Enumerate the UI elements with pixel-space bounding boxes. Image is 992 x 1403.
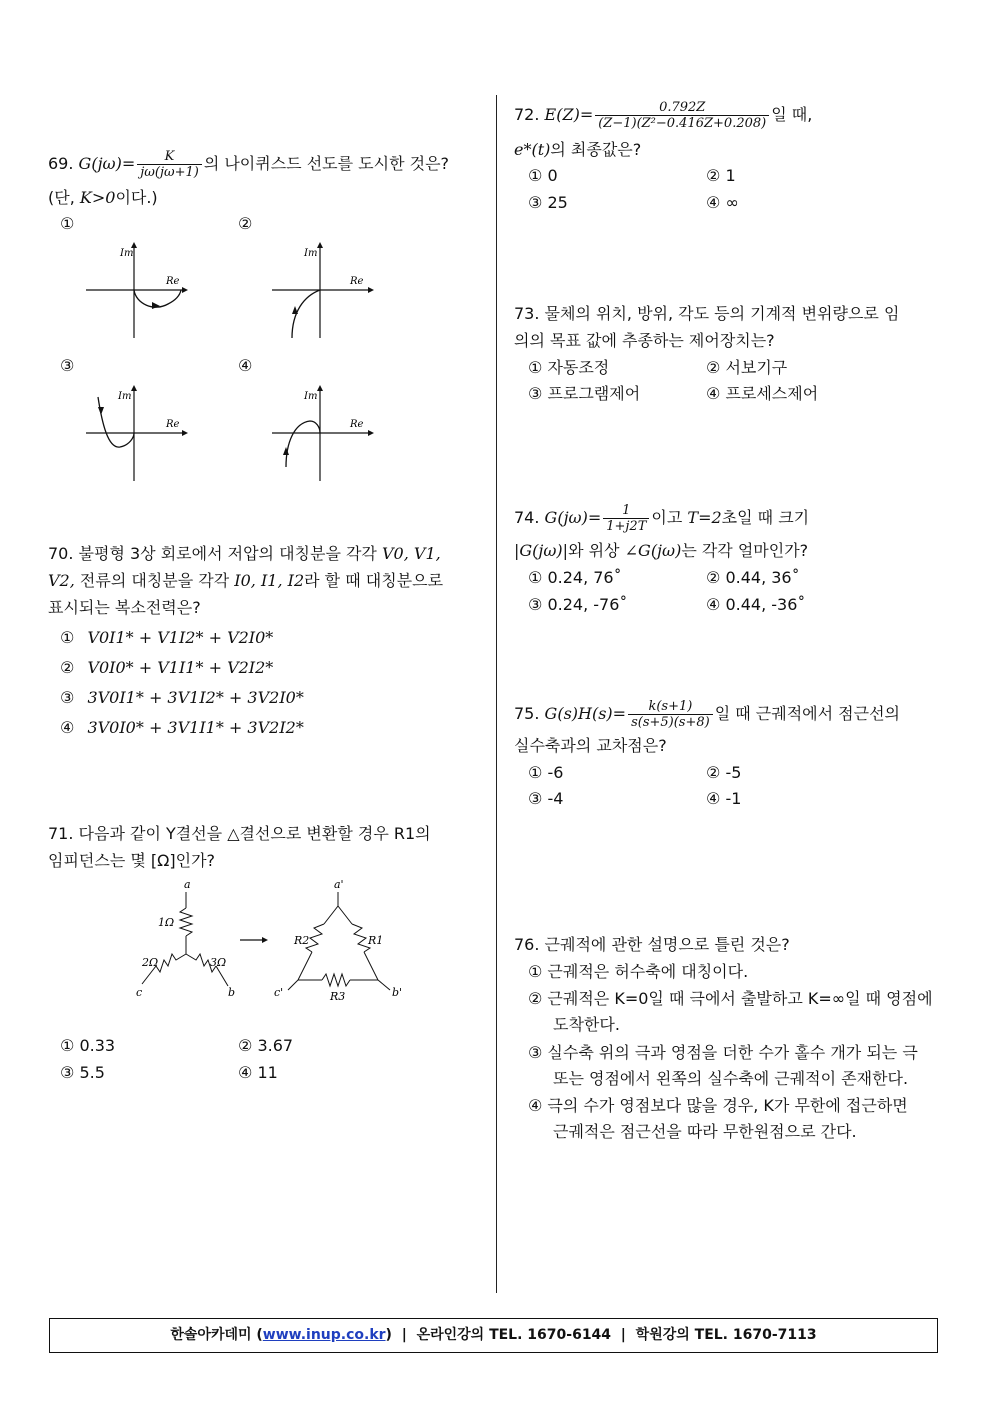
q69-nyquist-plot-1 <box>84 240 194 340</box>
q76-option-2-cont: 도착한다. <box>553 1015 620 1034</box>
q70-option-2[interactable]: ② V0I0* + V1I1* + V2I2* <box>60 658 274 677</box>
svg-text:b': b' <box>392 986 403 999</box>
q74-fraction: $\frac{1}{1+j2T}$ <box>603 503 649 534</box>
q72-stem: 72. E(Z)= $\frac{0.792Z}{\text{(Z−1)(Z²−0.416Z+0.208)}}$ 일 때, <box>514 100 813 131</box>
q72-option-3[interactable]: ③ 25 <box>528 193 568 212</box>
q71-option-1[interactable]: ① 0.33 <box>60 1036 116 1055</box>
q74-stem-line2: |G(jω)|와 위상 ∠G(jω)는 각각 얼마인가? <box>514 541 809 560</box>
footer-online-phone: 온라인강의 TEL. 1670-6144 <box>416 1327 612 1343</box>
q76-option-2[interactable]: ② 근궤적은 K=0일 때 극에서 출발하고 K=∞일 때 영점에 <box>528 989 933 1008</box>
footer-website-link[interactable]: www.inup.co.kr <box>262 1327 386 1343</box>
svg-text:c: c <box>136 986 143 999</box>
q72-option-2[interactable]: ② 1 <box>706 166 736 185</box>
footer-academy-phone: 학원강의 TEL. 1670-7113 <box>635 1327 817 1343</box>
footer-name: 한솔아카데미 ( <box>170 1327 263 1343</box>
q69-nyquist-plot-2 <box>270 240 380 340</box>
svg-text:a: a <box>184 878 191 891</box>
q73-option-1[interactable]: ① 자동조정 <box>528 358 610 377</box>
svg-text:R3: R3 <box>330 990 346 1003</box>
q70-option-3[interactable]: ③ 3V0I1* + 3V1I2* + 3V2I0* <box>60 688 304 707</box>
q75-stem-line2: 실수축과의 교차점은? <box>514 736 667 755</box>
q69-option-3-mark[interactable]: ③ <box>60 356 75 375</box>
footer-separator-1: | <box>401 1327 407 1343</box>
q72-option-1[interactable]: ① 0 <box>528 166 558 185</box>
column-divider <box>496 95 497 1293</box>
svg-text:1Ω: 1Ω <box>158 916 175 929</box>
q70-stem-line1: 70. 불평형 3상 회로에서 저압의 대칭분을 각각 V0, V1, <box>48 544 441 563</box>
q75-stem: 75. G(s)H(s)= $\frac{k(s+1)}{s(s+5)(s+8)}$ 일 때 근궤적에서 점근선의 <box>514 699 900 730</box>
q76-option-4[interactable]: ④ 극의 수가 영점보다 많을 경우, K가 무한에 접근하면 <box>528 1096 908 1115</box>
svg-text:2Ω: 2Ω <box>142 956 159 969</box>
plot4-axis-re: Re <box>350 419 364 430</box>
q69-condition: (단, K>0이다.) <box>48 188 158 207</box>
q76-stem: 76. 근궤적에 관한 설명으로 틀린 것은? <box>514 935 790 954</box>
plot4-axis-im: Im <box>304 391 318 402</box>
q69-option-4-mark[interactable]: ④ <box>238 356 253 375</box>
svg-text:R2: R2 <box>294 934 310 947</box>
svg-text:b: b <box>228 986 236 999</box>
q69-stem: 69. G(jω)= $\frac{K}{j\omega(j\omega+1)}$ 의 나이퀴스드 선도를 도시한 것은? <box>48 149 450 180</box>
q76-option-3[interactable]: ③ 실수축 위의 극과 영점을 더한 수가 홀수 개가 되는 극 <box>528 1043 918 1062</box>
q76-option-3-cont: 또는 영점에서 왼쪽의 실수축에 근궤적이 존재한다. <box>553 1069 909 1088</box>
svg-text:c': c' <box>274 986 284 999</box>
footer-separator-2: | <box>620 1327 626 1343</box>
svg-text:R1: R1 <box>368 934 384 947</box>
q76-option-4-cont: 근궤적은 점근선을 따라 무한원점으로 간다. <box>553 1122 857 1141</box>
q70-stem-line3: 표시되는 복소전력은? <box>48 598 201 617</box>
q73-option-4[interactable]: ④ 프로세스제어 <box>706 384 819 403</box>
q75-fraction: $\frac{k(s+1)}{s(s+5)(s+8)}$ <box>628 699 713 730</box>
q75-option-1[interactable]: ① -6 <box>528 763 564 782</box>
plot2-axis-im: Im <box>304 248 318 259</box>
q74-option-1[interactable]: ① 0.24, 76˚ <box>528 568 622 587</box>
q73-stem-line1: 73. 물체의 위치, 방위, 각도 등의 기계적 변위량으로 임 <box>514 304 900 323</box>
plot1-axis-im: Im <box>120 248 134 259</box>
q72-option-4[interactable]: ④ ∞ <box>706 193 739 212</box>
q70-option-1[interactable]: ① V0I1* + V1I2* + V2I0* <box>60 628 274 647</box>
footer-bar: 한솔아카데미 (www.inup.co.kr) | 온라인강의 TEL. 1670-6144 | 학원강의 TEL. 1670-7113 <box>49 1318 938 1353</box>
q70-option-4[interactable]: ④ 3V0I0* + 3V1I1* + 3V2I2* <box>60 718 304 737</box>
q70-stem-line2: V2, 전류의 대칭분을 각각 I0, I1, I2라 할 때 대칭분으로 <box>48 571 444 590</box>
q69-option-1-mark[interactable]: ① <box>60 214 75 233</box>
q74-option-3[interactable]: ③ 0.24, -76˚ <box>528 595 628 614</box>
q74-option-2[interactable]: ② 0.44, 36˚ <box>706 568 800 587</box>
q69-nyquist-plot-4 <box>270 383 380 483</box>
q74-option-4[interactable]: ④ 0.44, -36˚ <box>706 595 806 614</box>
q72-fraction: $\frac{0.792Z}{\text{(Z−1)(Z²−0.416Z+0.208)}}$ <box>595 100 769 131</box>
q71-stem-line2: 임피던스는 몇 [Ω]인가? <box>48 851 216 870</box>
q74-stem: 74. G(jω)= $\frac{1}{1+j2T}$ 이고 T=2초일 때 크기 <box>514 503 810 534</box>
q75-option-2[interactable]: ② -5 <box>706 763 742 782</box>
q75-option-4[interactable]: ④ -1 <box>706 789 742 808</box>
q72-stem-line2: e*(t)의 최종값은? <box>514 140 642 159</box>
q71-option-4[interactable]: ④ 11 <box>238 1063 278 1082</box>
q69-fraction: $\frac{K}{j\omega(j\omega+1)}$ <box>137 149 202 180</box>
svg-text:a': a' <box>334 878 344 891</box>
plot3-axis-im: Im <box>118 391 132 402</box>
q75-option-3[interactable]: ③ -4 <box>528 789 564 808</box>
q76-option-1[interactable]: ① 근궤적은 허수축에 대칭이다. <box>528 962 749 981</box>
q69-nyquist-plot-3 <box>84 383 194 483</box>
plot1-axis-re: Re <box>166 276 180 287</box>
plot2-axis-re: Re <box>350 276 364 287</box>
plot3-axis-re: Re <box>166 419 180 430</box>
q71-y-delta-circuit <box>128 876 418 1006</box>
q69-option-2-mark[interactable]: ② <box>238 214 253 233</box>
q73-option-2[interactable]: ② 서보기구 <box>706 358 788 377</box>
q73-option-3[interactable]: ③ 프로그램제어 <box>528 384 641 403</box>
svg-text:3Ω: 3Ω <box>210 956 227 969</box>
q73-stem-line2: 의의 목표 값에 추종하는 제어장치는? <box>514 331 775 350</box>
q71-stem-line1: 71. 다음과 같이 Y결선을 △결선으로 변환할 경우 R1의 <box>48 824 431 843</box>
q71-option-2[interactable]: ② 3.67 <box>238 1036 294 1055</box>
q71-option-3[interactable]: ③ 5.5 <box>60 1063 105 1082</box>
